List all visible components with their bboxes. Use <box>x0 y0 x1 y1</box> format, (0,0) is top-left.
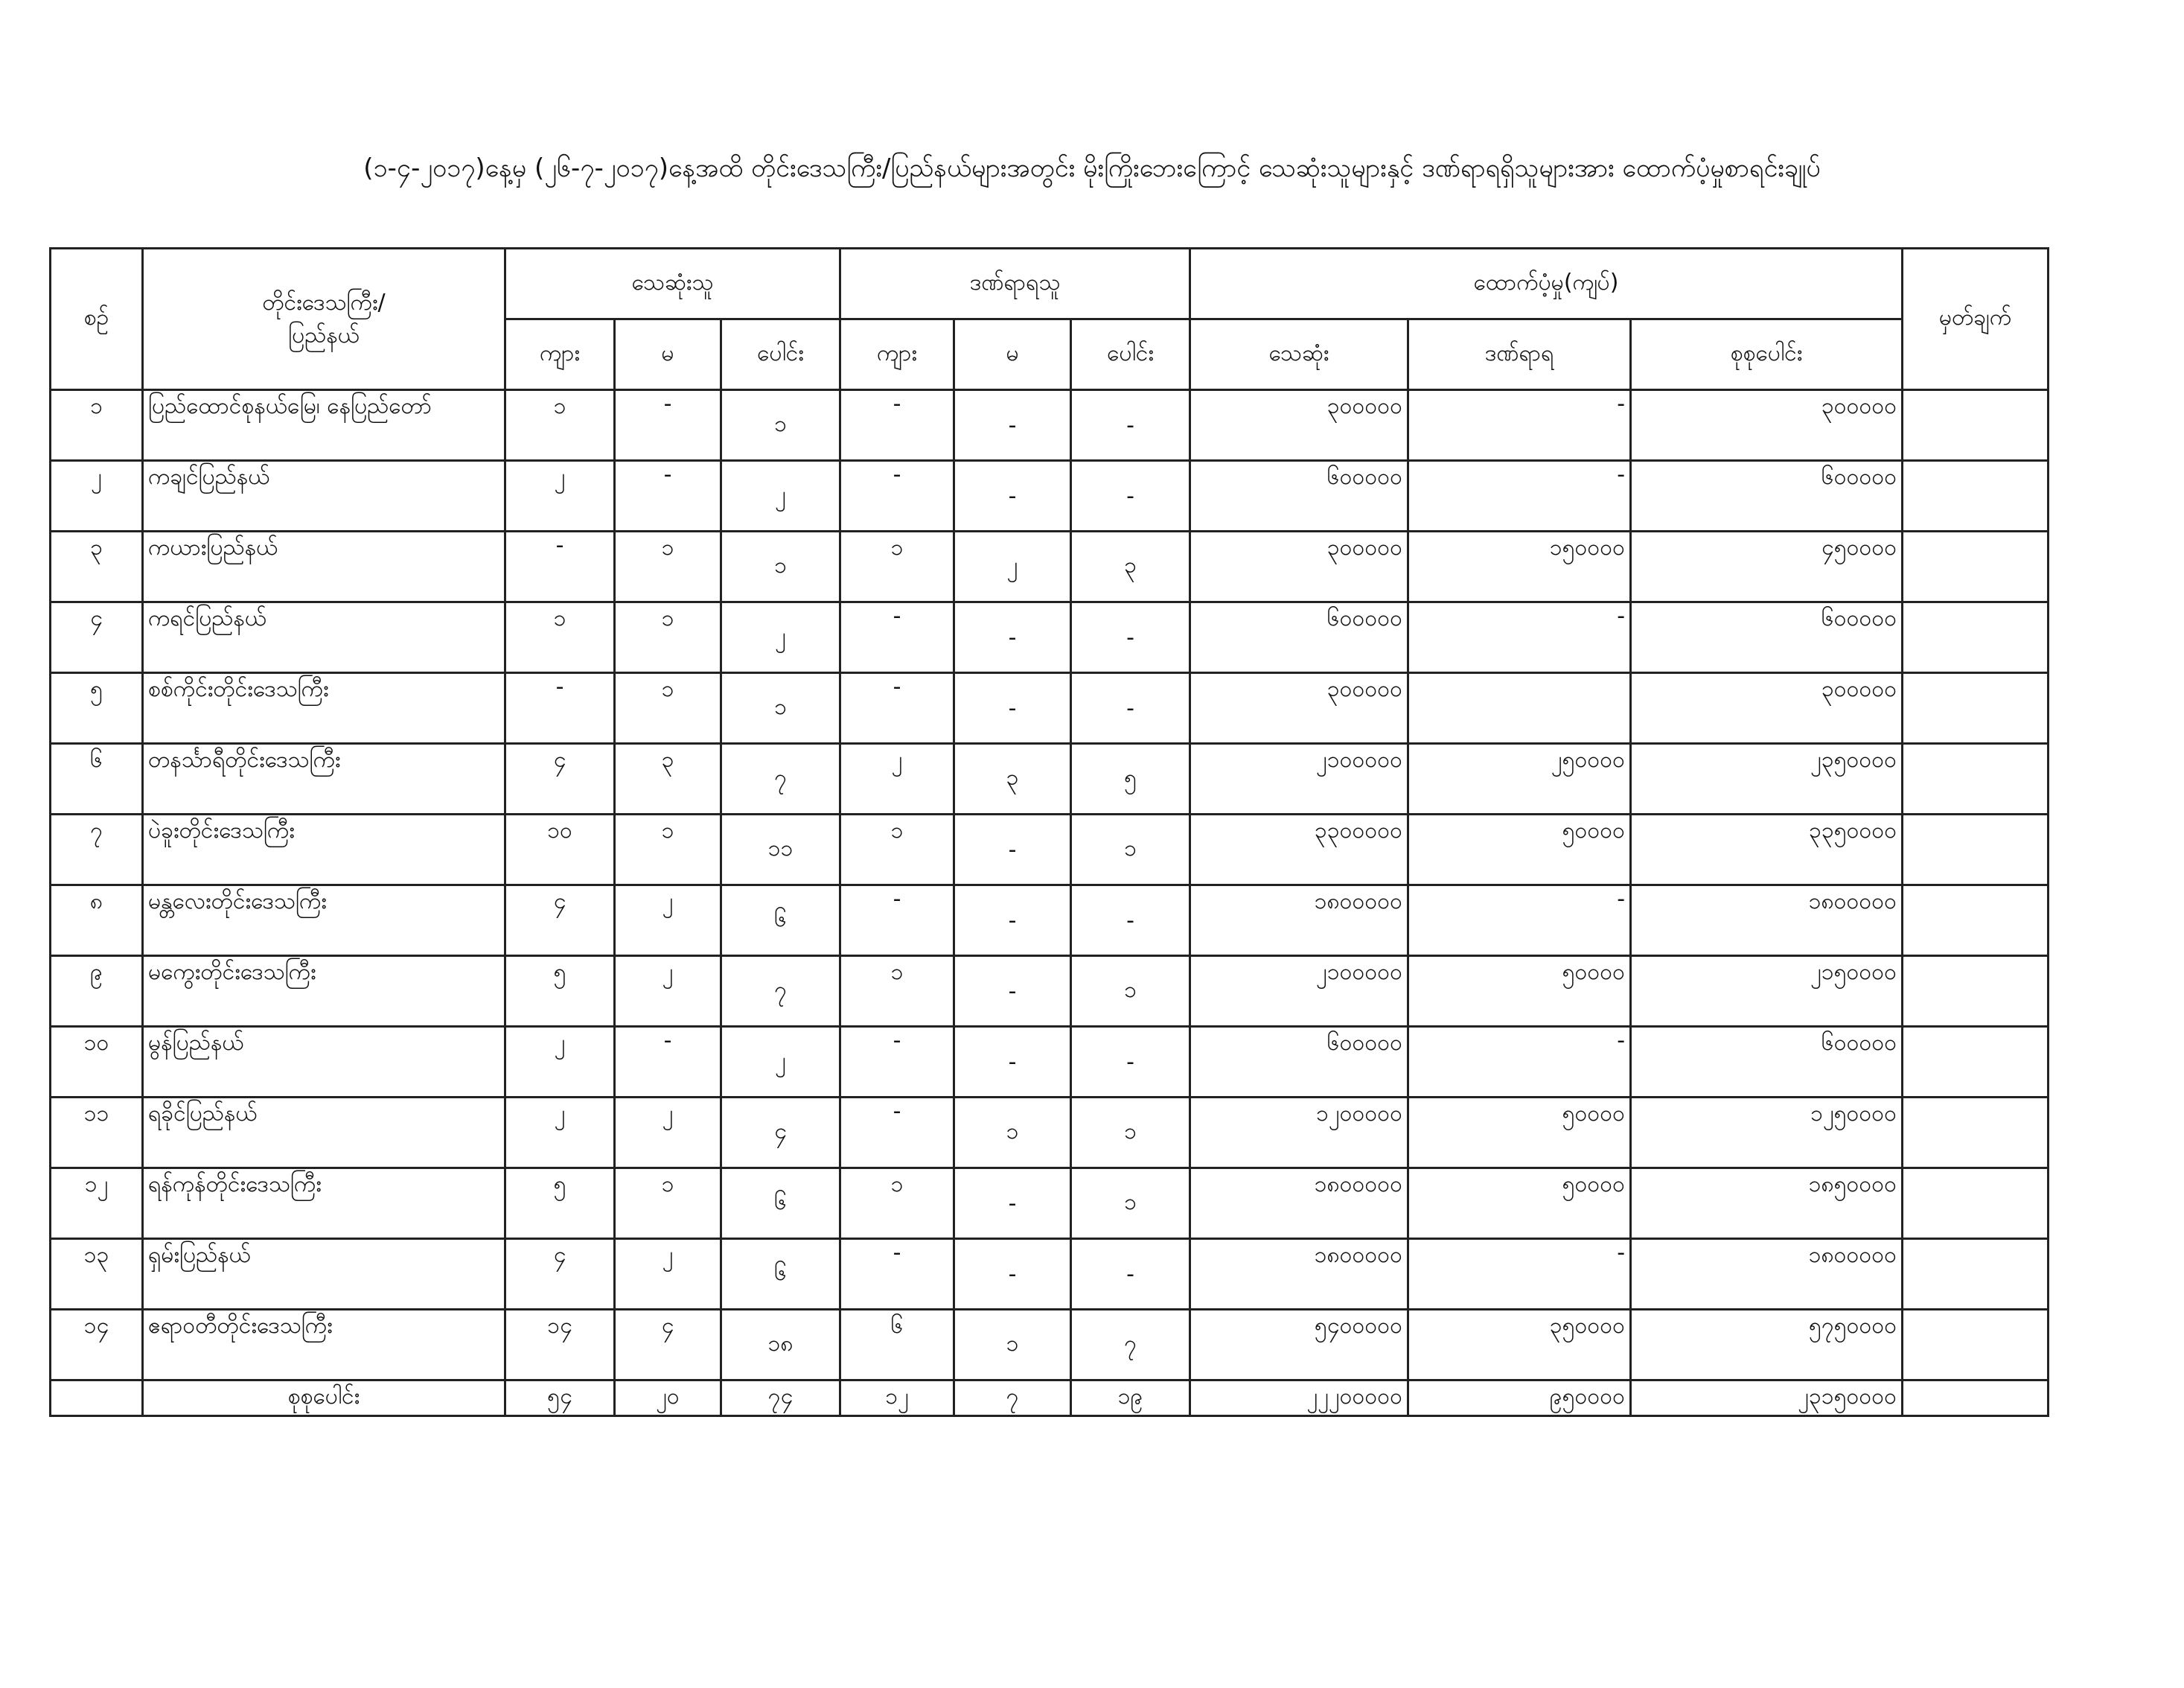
row-injured-female: ၃ <box>954 744 1071 815</box>
row-injured-total: ၇ <box>1071 1310 1190 1380</box>
row-region: ရန်ကုန်တိုင်းဒေသကြီး <box>143 1168 505 1239</box>
row-injured-male: ၁ <box>840 1168 954 1239</box>
row-no: ၁၂ <box>51 1168 143 1239</box>
row-injured-male: ၁ <box>840 815 954 885</box>
row-support-total: ၁၂၅၀၀၀၀ <box>1631 1098 1903 1168</box>
table-row <box>51 1098 2049 1168</box>
row-support-injured: - <box>1408 390 1631 461</box>
row-dead-male: ၅ <box>505 956 615 1027</box>
row-dead-male: ၂ <box>505 1027 615 1098</box>
row-dead-male: ၄ <box>505 885 615 956</box>
row-remarks <box>1903 744 2049 815</box>
row-no: ၇ <box>51 815 143 885</box>
row-remarks <box>1903 1168 2049 1239</box>
header-region <box>143 249 505 390</box>
table-row <box>51 390 2049 461</box>
row-region: ကချင်ပြည်နယ် <box>143 461 505 532</box>
row-support-dead: ၆၀၀၀၀၀ <box>1190 602 1408 673</box>
header-region-line1: တိုင်းဒေသကြီး/ <box>262 289 386 316</box>
row-support-injured: ၅၀၀၀၀ <box>1408 1098 1631 1168</box>
row-injured-female: ၁ <box>954 1098 1071 1168</box>
row-dead-total: ၆ <box>721 1239 840 1310</box>
row-support-total: ၃၀၀၀၀၀ <box>1631 390 1903 461</box>
table-row <box>51 532 2049 602</box>
row-dead-total: ၁၈ <box>721 1310 840 1380</box>
row-injured-male: - <box>840 1239 954 1310</box>
row-support-dead: ၂၁၀၀၀၀၀ <box>1190 956 1408 1027</box>
row-injured-total: ၁ <box>1071 815 1190 885</box>
row-region: ပြည်ထောင်စုနယ်မြေ၊ နေပြည်တော် <box>143 390 505 461</box>
row-injured-male: - <box>840 1098 954 1168</box>
header-injured-male: ကျား <box>840 319 954 390</box>
row-no: ၁ <box>51 390 143 461</box>
row-no: ၁၄ <box>51 1310 143 1380</box>
row-support-injured: ၅၀၀၀၀ <box>1408 1168 1631 1239</box>
total-dead-female: ၂၀ <box>615 1380 721 1416</box>
header-dead-total: ပေါင်း <box>721 319 840 390</box>
table-row <box>51 744 2049 815</box>
row-dead-male: ၁၀ <box>505 815 615 885</box>
row-injured-female: - <box>954 390 1071 461</box>
row-support-total: ၄၅၀၀၀၀ <box>1631 532 1903 602</box>
row-support-dead: ၂၁၀၀၀၀၀ <box>1190 744 1408 815</box>
row-injured-total: ၁ <box>1071 1168 1190 1239</box>
row-injured-female: ၁ <box>954 1310 1071 1380</box>
row-no: ၂ <box>51 461 143 532</box>
row-region: ရှမ်းပြည်နယ် <box>143 1239 505 1310</box>
row-injured-female: - <box>954 1027 1071 1098</box>
row-support-dead: ၁၈၀၀၀၀၀ <box>1190 1239 1408 1310</box>
row-injured-male: ၆ <box>840 1310 954 1380</box>
row-remarks <box>1903 390 2049 461</box>
row-dead-male: ၁ <box>505 390 615 461</box>
row-dead-female: ၁ <box>615 1168 721 1239</box>
row-injured-male: - <box>840 1027 954 1098</box>
header-no: စဉ် <box>51 249 143 390</box>
row-support-total: ၁၈၀၀၀၀၀ <box>1631 1239 1903 1310</box>
row-injured-male: - <box>840 602 954 673</box>
row-dead-male: ၄ <box>505 1239 615 1310</box>
row-injured-total: - <box>1071 1239 1190 1310</box>
row-support-dead: ၁၈၀၀၀၀၀ <box>1190 885 1408 956</box>
row-remarks <box>1903 956 2049 1027</box>
row-dead-female: ၁ <box>615 673 721 744</box>
row-injured-female: - <box>954 885 1071 956</box>
header-dead-female: မ <box>615 319 721 390</box>
row-region: စစ်ကိုင်းတိုင်းဒေသကြီး <box>143 673 505 744</box>
row-remarks <box>1903 885 2049 956</box>
row-support-injured: ၂၅၀၀၀၀ <box>1408 744 1631 815</box>
row-dead-total: ၂ <box>721 1027 840 1098</box>
row-dead-female: ၂ <box>615 885 721 956</box>
row-region: ရခိုင်ပြည်နယ် <box>143 1098 505 1168</box>
total-row-label: စုစုပေါင်း <box>143 1380 505 1416</box>
row-support-total: ၁၈၅၀၀၀၀ <box>1631 1168 1903 1239</box>
row-dead-male: ၁ <box>505 602 615 673</box>
total-row <box>51 1380 2049 1416</box>
table-row <box>51 1027 2049 1098</box>
total-injured-female: ၇ <box>954 1380 1071 1416</box>
row-remarks <box>1903 602 2049 673</box>
row-support-injured: - <box>1408 602 1631 673</box>
row-region: မကွေးတိုင်းဒေသကြီး <box>143 956 505 1027</box>
row-injured-female: - <box>954 602 1071 673</box>
row-dead-female: - <box>615 461 721 532</box>
header-injured-female: မ <box>954 319 1071 390</box>
row-no: ၁၃ <box>51 1239 143 1310</box>
row-injured-total: - <box>1071 602 1190 673</box>
row-injured-total: - <box>1071 885 1190 956</box>
header-support: ထောက်ပံ့မှု(ကျပ်) <box>1190 249 1903 319</box>
table-body <box>51 390 2049 1380</box>
page-title: (၁-၄-၂၀၁၇)နေ့မှ (၂၆-၇-၂၀၁၇)နေ့အထိ တိုင်းဒေသကြီး/ပြည်နယ်များအတွင်း မိုးကြိုးဘေးကြောင့် သေဆုံးသူများနှင့် ဒဏ်ရာရရှိသူများအား ထောက်ပံ့မှုစာရင်းချုပ် <box>363 153 1821 183</box>
row-remarks <box>1903 815 2049 885</box>
row-support-dead: ၃၀၀၀၀၀ <box>1190 673 1408 744</box>
row-support-dead: ၅၄၀၀၀၀၀ <box>1190 1310 1408 1380</box>
row-dead-total: ၆ <box>721 1168 840 1239</box>
row-support-total: ၆၀၀၀၀၀ <box>1631 461 1903 532</box>
row-support-injured: ၁၅၀၀၀၀ <box>1408 532 1631 602</box>
row-dead-female: ၂ <box>615 956 721 1027</box>
row-no: ၆ <box>51 744 143 815</box>
row-support-total: ၂၃၅၀၀၀၀ <box>1631 744 1903 815</box>
row-injured-male: - <box>840 390 954 461</box>
header-support-injured: ဒဏ်ရာရ <box>1408 319 1631 390</box>
row-injured-female: - <box>954 461 1071 532</box>
row-support-dead: ၁၂၀၀၀၀၀ <box>1190 1098 1408 1168</box>
total-dead-total: ၇၄ <box>721 1380 840 1416</box>
row-region: ဧရာဝတီတိုင်းဒေသကြီး <box>143 1310 505 1380</box>
row-region: တနင်္သာရီတိုင်းဒေသကြီး <box>143 744 505 815</box>
header-remarks: မှတ်ချက် <box>1903 249 2049 390</box>
row-injured-male: - <box>840 885 954 956</box>
row-injured-female: - <box>954 673 1071 744</box>
row-dead-female: ၂ <box>615 1098 721 1168</box>
table-row <box>51 673 2049 744</box>
row-injured-total: - <box>1071 1027 1190 1098</box>
row-dead-male: ၂ <box>505 461 615 532</box>
row-region: မွန်ပြည်နယ် <box>143 1027 505 1098</box>
row-dead-male: - <box>505 532 615 602</box>
header-dead-male: ကျား <box>505 319 615 390</box>
row-support-total: ၅၇၅၀၀၀၀ <box>1631 1310 1903 1380</box>
row-support-total: ၂၁၅၀၀၀၀ <box>1631 956 1903 1027</box>
row-injured-male: - <box>840 461 954 532</box>
row-support-dead: ၆၀၀၀၀၀ <box>1190 1027 1408 1098</box>
row-support-injured: ၅၀၀၀၀ <box>1408 956 1631 1027</box>
header-injured-total: ပေါင်း <box>1071 319 1190 390</box>
row-dead-female: ၄ <box>615 1310 721 1380</box>
row-support-dead: ၁၈၀၀၀၀၀ <box>1190 1168 1408 1239</box>
row-region: ကရင်ပြည်နယ် <box>143 602 505 673</box>
total-support-dead: ၂၂၂၀၀၀၀၀ <box>1190 1380 1408 1416</box>
row-injured-female: - <box>954 1168 1071 1239</box>
row-dead-total: ၁ <box>721 532 840 602</box>
row-dead-female: ၁ <box>615 532 721 602</box>
row-remarks <box>1903 673 2049 744</box>
row-dead-male: ၄ <box>505 744 615 815</box>
row-dead-total: ၆ <box>721 885 840 956</box>
row-dead-male: ၁၄ <box>505 1310 615 1380</box>
row-support-injured: - <box>1408 1239 1631 1310</box>
row-support-dead: ၃၃၀၀၀၀၀ <box>1190 815 1408 885</box>
row-support-injured: ၃၅၀၀၀၀ <box>1408 1310 1631 1380</box>
row-injured-male: ၁ <box>840 532 954 602</box>
table-row <box>51 956 2049 1027</box>
row-injured-total: ၃ <box>1071 532 1190 602</box>
header-support-dead: သေဆုံး <box>1190 319 1408 390</box>
header-support-total: စုစုပေါင်း <box>1631 319 1903 390</box>
row-dead-total: ၂ <box>721 602 840 673</box>
row-injured-male: ၂ <box>840 744 954 815</box>
row-support-total: ၃၀၀၀၀၀ <box>1631 673 1903 744</box>
row-injured-female: - <box>954 815 1071 885</box>
total-row-no <box>51 1380 143 1416</box>
table-row <box>51 602 2049 673</box>
row-dead-total: ၂ <box>721 461 840 532</box>
row-dead-female: - <box>615 1027 721 1098</box>
table-row <box>51 815 2049 885</box>
table-row <box>51 461 2049 532</box>
header-injured: ဒဏ်ရာရသူ <box>840 249 1190 319</box>
header-region-line2: ပြည်နယ် <box>288 322 360 348</box>
row-dead-total: ၇ <box>721 744 840 815</box>
row-support-total: ၆၀၀၀၀၀ <box>1631 1027 1903 1098</box>
row-injured-total: ၁ <box>1071 1098 1190 1168</box>
row-dead-female: ၁ <box>615 602 721 673</box>
table-row <box>51 885 2049 956</box>
row-dead-total: ၁၁ <box>721 815 840 885</box>
row-injured-male: ၁ <box>840 956 954 1027</box>
total-injured-total: ၁၉ <box>1071 1380 1190 1416</box>
row-support-dead: ၃၀၀၀၀၀ <box>1190 390 1408 461</box>
row-support-injured: ၅၀၀၀၀ <box>1408 815 1631 885</box>
row-support-dead: ၆၀၀၀၀၀ <box>1190 461 1408 532</box>
row-dead-female: - <box>615 390 721 461</box>
row-injured-male: - <box>840 673 954 744</box>
row-dead-female: ၁ <box>615 815 721 885</box>
row-support-injured: - <box>1408 1027 1631 1098</box>
row-support-total: ၃၃၅၀၀၀၀ <box>1631 815 1903 885</box>
row-remarks <box>1903 1239 2049 1310</box>
row-injured-total: ၁ <box>1071 956 1190 1027</box>
row-dead-female: ၂ <box>615 1239 721 1310</box>
row-injured-female: - <box>954 956 1071 1027</box>
row-remarks <box>1903 461 2049 532</box>
row-support-injured <box>1408 673 1631 744</box>
row-remarks <box>1903 1098 2049 1168</box>
row-dead-total: ၇ <box>721 956 840 1027</box>
row-no: ၄ <box>51 602 143 673</box>
total-injured-male: ၁၂ <box>840 1380 954 1416</box>
row-injured-total: - <box>1071 390 1190 461</box>
row-region: မန္တလေးတိုင်းဒေသကြီး <box>143 885 505 956</box>
total-support-total: ၂၃၁၅၀၀၀၀ <box>1631 1380 1903 1416</box>
row-no: ၈ <box>51 885 143 956</box>
row-dead-total: ၁ <box>721 390 840 461</box>
total-dead-male: ၅၄ <box>505 1380 615 1416</box>
row-support-dead: ၃၀၀၀၀၀ <box>1190 532 1408 602</box>
row-dead-male: ၂ <box>505 1098 615 1168</box>
row-no: ၉ <box>51 956 143 1027</box>
table-row <box>51 1239 2049 1310</box>
row-support-injured: - <box>1408 885 1631 956</box>
row-remarks <box>1903 1027 2049 1098</box>
row-injured-female: ၂ <box>954 532 1071 602</box>
total-remarks <box>1903 1380 2049 1416</box>
table-row <box>51 1168 2049 1239</box>
row-no: ၁၁ <box>51 1098 143 1168</box>
row-no: ၅ <box>51 673 143 744</box>
row-injured-female: - <box>954 1239 1071 1310</box>
row-no: ၁၀ <box>51 1027 143 1098</box>
row-region: ကယားပြည်နယ် <box>143 532 505 602</box>
header-row-1 <box>51 249 2049 319</box>
total-support-injured: ၉၅၀၀၀၀ <box>1408 1380 1631 1416</box>
row-dead-total: ၄ <box>721 1098 840 1168</box>
row-dead-female: ၃ <box>615 744 721 815</box>
row-region: ပဲခူးတိုင်းဒေသကြီး <box>143 815 505 885</box>
row-injured-total: - <box>1071 461 1190 532</box>
row-injured-total: - <box>1071 673 1190 744</box>
row-support-total: ၁၈၀၀၀၀၀ <box>1631 885 1903 956</box>
row-support-injured: - <box>1408 461 1631 532</box>
row-dead-male: - <box>505 673 615 744</box>
support-summary-table <box>49 247 2049 1417</box>
row-injured-total: ၅ <box>1071 744 1190 815</box>
row-dead-male: ၅ <box>505 1168 615 1239</box>
table-row <box>51 1310 2049 1380</box>
row-dead-total: ၁ <box>721 673 840 744</box>
row-support-total: ၆၀၀၀၀၀ <box>1631 602 1903 673</box>
row-no: ၃ <box>51 532 143 602</box>
row-remarks <box>1903 532 2049 602</box>
row-remarks <box>1903 1310 2049 1380</box>
header-dead: သေဆုံးသူ <box>505 249 840 319</box>
